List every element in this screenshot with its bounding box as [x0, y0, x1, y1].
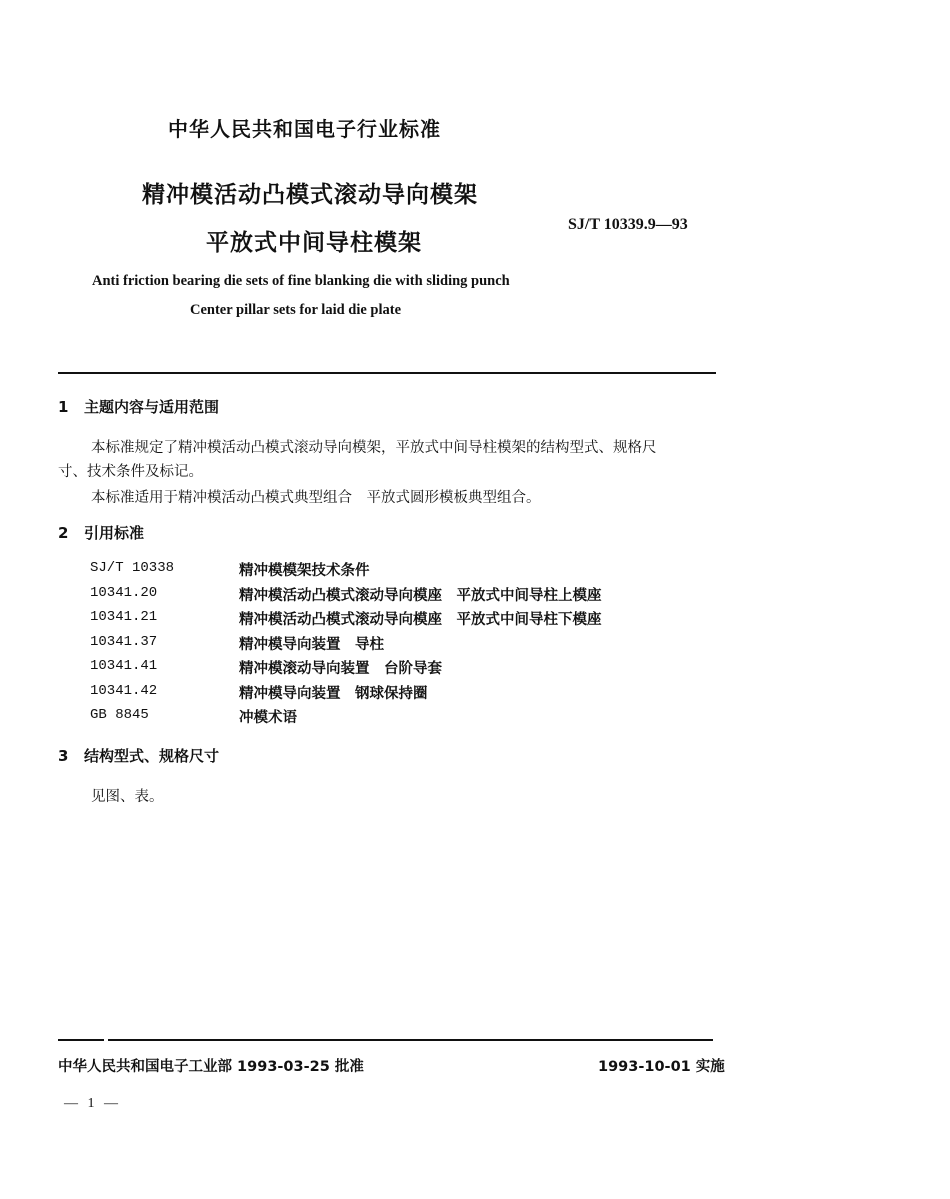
header-divider: [58, 372, 716, 374]
reference-title: 精冲模活动凸模式滚动导向模座 平放式中间导柱上模座: [239, 588, 602, 604]
implementation-date: 1993-10-01 实施: [598, 1059, 725, 1075]
reference-title: 精冲模活动凸模式滚动导向模座 平放式中间导柱下模座: [239, 612, 602, 628]
reference-title: 精冲模滚动导向装置 台阶导套: [239, 661, 442, 677]
english-title-line1: Anti friction bearing die sets of fine blanking die with sliding punch: [92, 273, 510, 289]
approval-line: 中华人民共和国电子工业部 1993-03-25 批准: [58, 1059, 364, 1075]
footer-divider-short: [58, 1039, 104, 1041]
section-1-paragraph-1-line1: 本标准规定了精冲模活动凸模式滚动导向模架，平放式中间导柱模架的结构型式、规格尺: [91, 440, 657, 456]
section-2-number: 2: [58, 524, 69, 542]
reference-title: 精冲模导向装置 钢球保持圈: [239, 686, 428, 702]
reference-code: 10341.37: [90, 634, 158, 650]
reference-code: 10341.42: [90, 683, 158, 699]
footer-divider: [108, 1039, 713, 1041]
reference-title: 精冲模模架技术条件: [239, 563, 370, 579]
section-1-title: 主题内容与适用范围: [84, 398, 220, 416]
reference-code: GB 8845: [90, 707, 149, 723]
section-1-number: 1: [58, 398, 69, 416]
section-3-title: 结构型式、规格尺寸: [84, 747, 220, 765]
section-1-heading: [58, 396, 219, 417]
section-3-paragraph: 见图、表。: [91, 789, 164, 805]
reference-title: 精冲模导向装置 导柱: [239, 637, 384, 653]
section-2-heading: [58, 522, 144, 543]
page-number: — 1 —: [64, 1096, 121, 1111]
reference-code: 10341.41: [90, 658, 158, 674]
document-title-line1: 精冲模活动凸模式滚动导向模架: [142, 182, 478, 208]
section-1-paragraph-2: 本标准适用于精冲模活动凸模式典型组合 平放式圆形模板典型组合。: [91, 490, 541, 506]
document-title-line2: 平放式中间导柱模架: [206, 230, 422, 256]
section-3-heading: [58, 745, 219, 766]
section-1-paragraph-1-line2: 寸、技术条件及标记。: [58, 464, 203, 480]
standard-code: SJ/T 10339.9—93: [568, 216, 688, 233]
reference-code: 10341.20: [90, 585, 158, 601]
reference-code: SJ/T 10338: [90, 560, 175, 576]
reference-title: 冲模术语: [239, 710, 297, 726]
section-2-title: 引用标准: [84, 524, 145, 542]
english-title-line2: Center pillar sets for laid die plate: [190, 302, 402, 318]
industry-standard-heading: 中华人民共和国电子行业标准: [168, 117, 441, 141]
reference-code: 10341.21: [90, 609, 158, 625]
section-3-number: 3: [58, 747, 69, 765]
